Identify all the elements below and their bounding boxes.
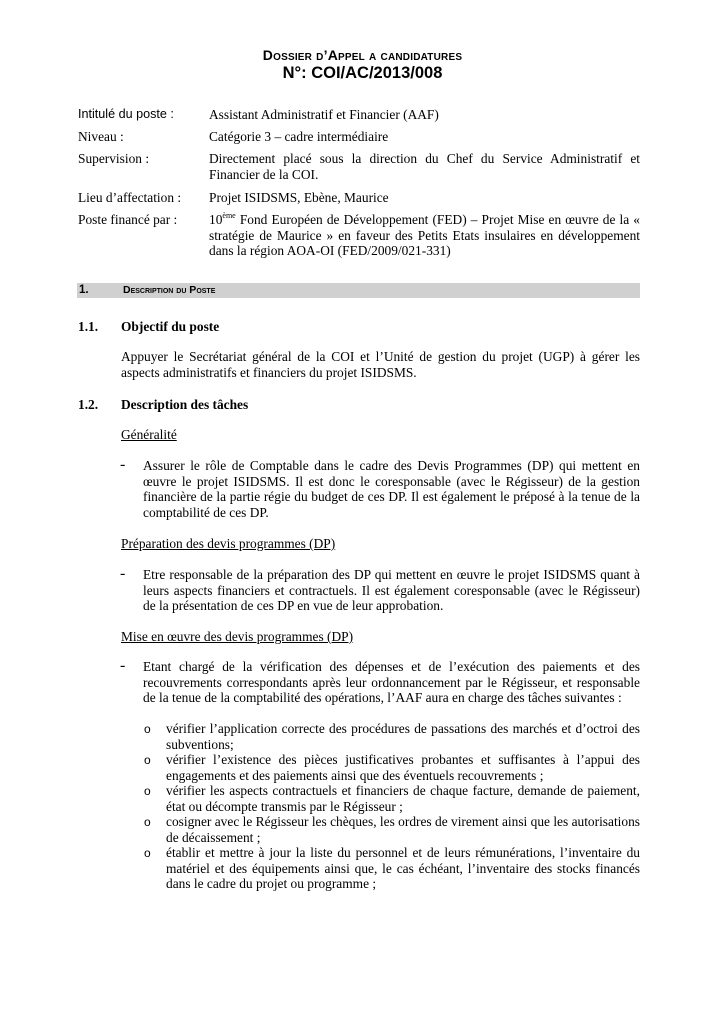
paragraph: Appuyer le Secrétariat général de la COI et l’Unité de gestion du projet (UGP) à gérer les aspects administratifs et financiers du projet ISIDSMS. bbox=[121, 349, 640, 380]
info-value bbox=[209, 212, 640, 259]
sub-bullet-text: vérifier les aspects contractuels et financiers de chaque facture, demande de paiement, état ou décompte transmis par le Régisseur ; bbox=[166, 783, 640, 814]
dash-bullet: - bbox=[120, 565, 126, 582]
info-value: Directement placé sous la direction du Chef du Service Administratif et Financier de la COI. bbox=[209, 151, 640, 182]
subsection-number: 1.2. bbox=[78, 397, 99, 412]
sub-bullet-text: établir et mettre à jour la liste du personnel et de leurs rémunérations, l’inventaire du matériel et des équipements ainsi que, le cas échéant, l’inventaire des stocks financés dans le cadre du projet ou programme ; bbox=[166, 845, 640, 891]
info-label: Supervision : bbox=[78, 151, 150, 166]
subsection-title: Objectif du poste bbox=[121, 319, 220, 334]
subsection-title: Description des tâches bbox=[121, 397, 249, 412]
sub-bullet-text: vérifier l’application correcte des procédures de passations des marchés et d’octroi des subventions; bbox=[166, 721, 640, 752]
section-number: 1. bbox=[79, 284, 89, 296]
bullet-text: Etre responsable de la préparation des DP qui mettent en œuvre le projet ISIDSMS quant à leurs aspects financiers et contractuels. Il est également coresponsable (avec le Régisseur) de la présentation de ces DP en vue de leur approbation. bbox=[143, 567, 640, 613]
bullet-text: Etant chargé de la vérification des dépenses et de l’exécution des paiements et des recouvrements correspondants après leur ordonnancement par le Régisseur, et responsable de la tenue de la comptabilité des opérations, l’AAF aura en charge des tâches suivantes : bbox=[143, 659, 640, 705]
dash-bullet: - bbox=[120, 657, 126, 674]
subsection-number: 1.1. bbox=[78, 319, 99, 334]
underlined-heading: Mise en œuvre des devis programmes (DP) bbox=[121, 629, 354, 644]
circle-bullet: o bbox=[144, 846, 151, 860]
info-label: Niveau : bbox=[78, 129, 124, 144]
underlined-heading: Généralité bbox=[121, 427, 177, 442]
info-value-number: 10 bbox=[209, 212, 223, 227]
underlined-heading: Préparation des devis programmes (DP) bbox=[121, 536, 336, 551]
circle-bullet: o bbox=[144, 722, 151, 736]
circle-bullet: o bbox=[144, 753, 151, 767]
bullet-text: Assurer le rôle de Comptable dans le cadre des Devis Programmes (DP) qui mettent en œuvre le projet ISIDSMS. Il est donc le coresponsable (avec le Régisseur) de la gestion financière de la partie régie du budget de ces DP. Il est également le préposé à la tenue de la comptabilité de ces DP. bbox=[143, 458, 640, 520]
info-value: Projet ISIDSMS, Ebène, Maurice bbox=[209, 190, 389, 205]
section-title: Description du Poste bbox=[123, 284, 216, 296]
info-value-text: Fond Européen de Développement (FED) – Projet Mise en œuvre de la « stratégie de Maurice » en faveur des Petits Etats insulaires en développement dans la région AOA-OI (FED/2009/021-331) bbox=[209, 212, 640, 258]
dash-bullet: - bbox=[120, 456, 126, 473]
sub-bullet-text: cosigner avec le Régisseur les chèques, les ordres de virement ainsi que les autorisations de décaissement ; bbox=[166, 814, 640, 845]
info-label: Intitulé du poste : bbox=[78, 107, 174, 121]
info-label: Poste financé par : bbox=[78, 212, 178, 227]
section-header bbox=[77, 283, 640, 298]
info-value: Assistant Administratif et Financier (AAF) bbox=[209, 107, 439, 122]
circle-bullet: o bbox=[144, 815, 151, 829]
info-value: Catégorie 3 – cadre intermédiaire bbox=[209, 129, 389, 144]
circle-bullet: o bbox=[144, 784, 151, 798]
info-value-superscript: ème bbox=[222, 211, 236, 220]
reference-number: N°: COI/AC/2013/008 bbox=[282, 64, 443, 82]
document-title: Dossier d’Appel a candidatures bbox=[262, 47, 463, 63]
info-label: Lieu d’affectation : bbox=[78, 190, 182, 205]
sub-bullet-text: vérifier l’existence des pièces justificatives probantes et suffisantes à l’appui des engagements et des paiements ainsi que des éventuels recouvrements ; bbox=[166, 752, 640, 783]
